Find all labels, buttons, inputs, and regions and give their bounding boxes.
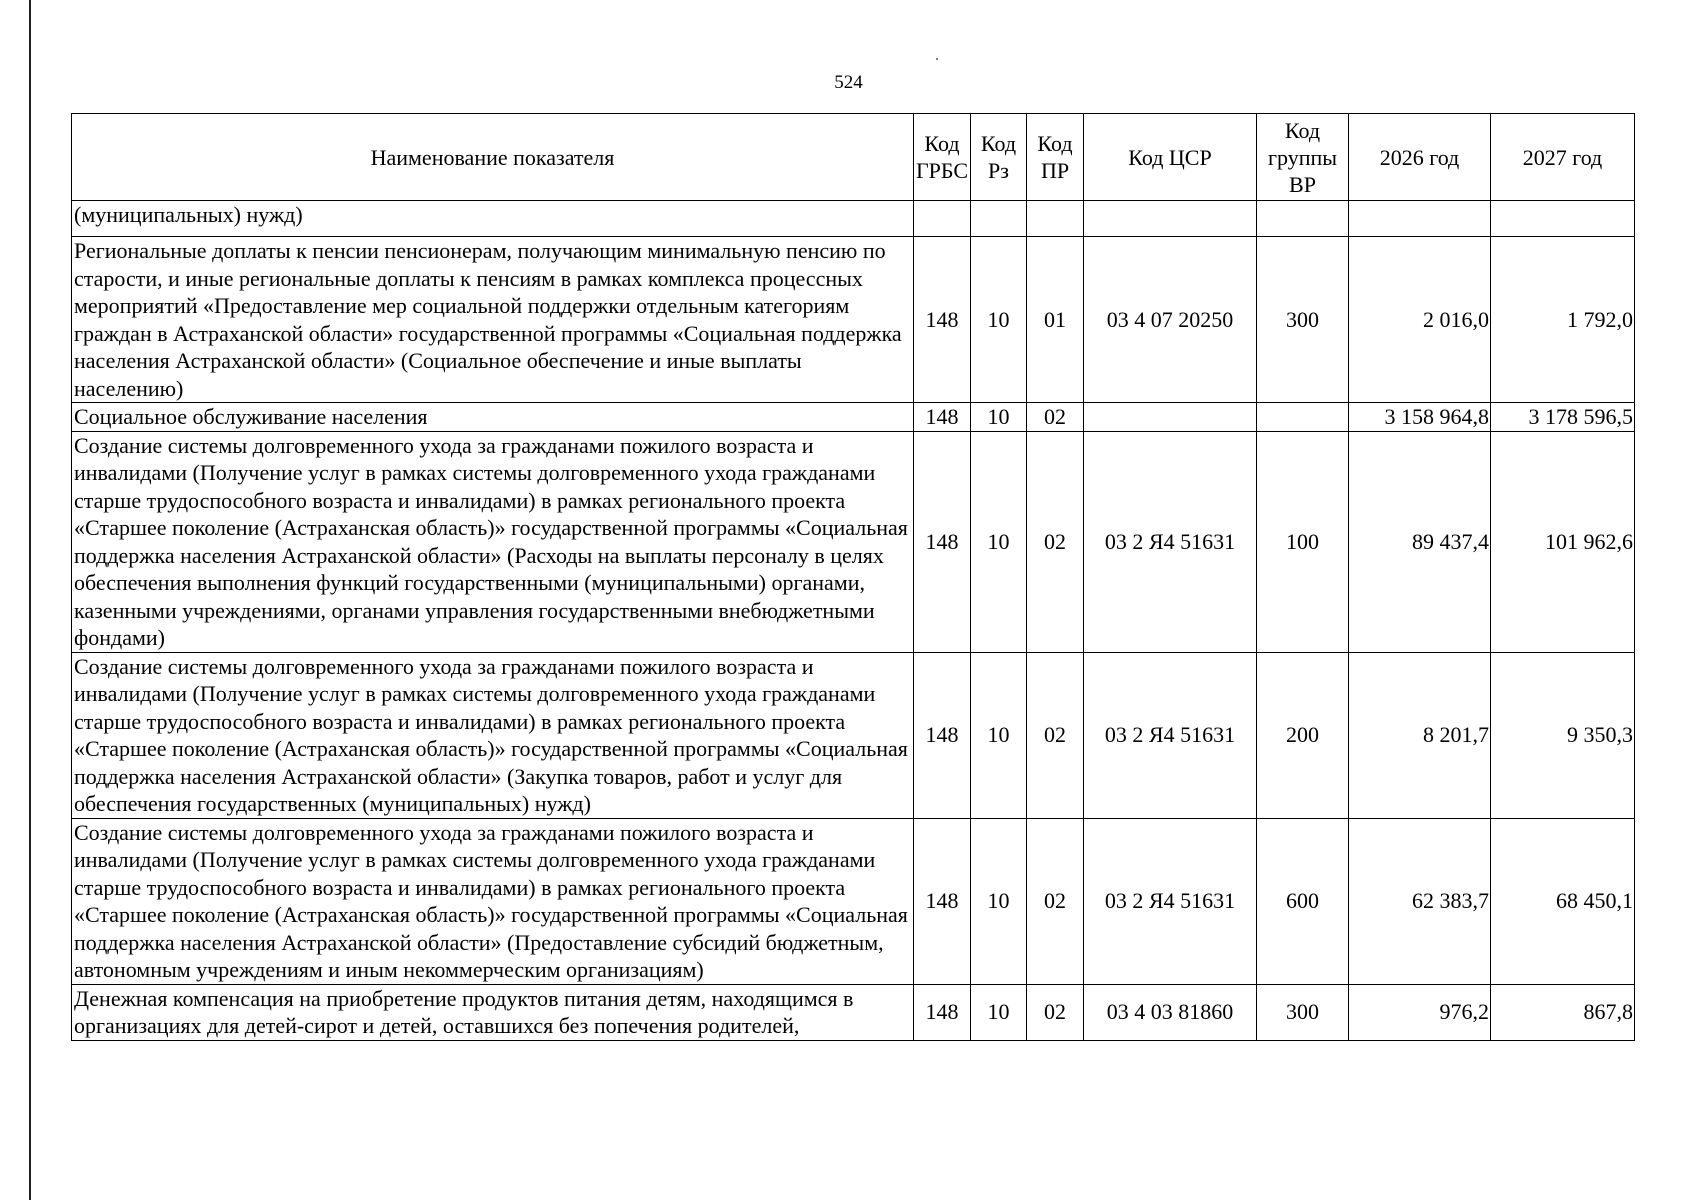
row-pr: 01	[1027, 237, 1084, 403]
row-vr: 600	[1257, 818, 1349, 984]
row-rz: 10	[971, 431, 1027, 652]
row-name: (муниципальных) нужд)	[72, 201, 914, 237]
scan-speck	[936, 58, 938, 60]
row-rz: 10	[971, 652, 1027, 818]
row-name: Денежная компенсация на приобретение продуктов питания детям, находящимся в организациях для детей-сирот и детей, оставшихся без попечения родителей,	[72, 984, 914, 1040]
row-vr: 200	[1257, 652, 1349, 818]
row-name: Социальное обслуживание населения	[72, 403, 914, 432]
table-row	[72, 403, 1635, 432]
row-grbs	[914, 201, 971, 237]
row-2027	[1491, 201, 1635, 237]
row-2026: 976,2	[1349, 984, 1491, 1040]
header-2026: 2026 год	[1349, 114, 1491, 201]
row-grbs: 148	[914, 403, 971, 432]
row-rz: 10	[971, 237, 1027, 403]
table-row	[72, 201, 1635, 237]
row-name: Создание системы долговременного ухода за гражданами пожилого возраста и инвалидами (Получение услуг в рамках системы долговременного ухода гражданами старше трудоспособного возраста и инвалидами) в рамках регионального проекта «Старшее поколение (Астраханская область)» государственной программы «Социальная поддержка населения Астраханской области» (Закупка товаров, работ и услуг для обеспечения государственных (муниципальных) нужд)	[72, 652, 914, 818]
row-name: Создание системы долговременного ухода за гражданами пожилого возраста и инвалидами (Получение услуг в рамках системы долговременного ухода гражданами старше трудоспособного возраста и инвалидами) в рамках регионального проекта «Старшее поколение (Астраханская область)» государственной программы «Социальная поддержка населения Астраханской области» (Предоставление субсидий бюджетным, автономным учреждениям и иным некоммерческим организациям)	[72, 818, 914, 984]
row-name: Создание системы долговременного ухода за гражданами пожилого возраста и инвалидами (Получение услуг в рамках системы долговременного ухода гражданами старше трудоспособного возраста и инвалидами) в рамках регионального проекта «Старшее поколение (Астраханская область)» государственной программы «Социальная поддержка населения Астраханской области» (Расходы на выплаты персоналу в целях обеспечения выполнения функций государственными (муниципальными) органами, казенными учреждениями, органами управления государственными внебюджетными фондами)	[72, 431, 914, 652]
row-grbs: 148	[914, 431, 971, 652]
row-pr	[1027, 201, 1084, 237]
table-row	[72, 652, 1635, 818]
budget-table	[71, 113, 1635, 1041]
row-2026: 3 158 964,8	[1349, 403, 1491, 432]
row-2026: 62 383,7	[1349, 818, 1491, 984]
row-2027: 68 450,1	[1491, 818, 1635, 984]
row-vr	[1257, 201, 1349, 237]
row-pr: 02	[1027, 984, 1084, 1040]
table-row	[72, 984, 1635, 1040]
row-rz: 10	[971, 818, 1027, 984]
row-pr: 02	[1027, 431, 1084, 652]
header-vr: Код группы ВР	[1257, 114, 1349, 201]
row-rz: 10	[971, 984, 1027, 1040]
row-vr	[1257, 403, 1349, 432]
table-header-row	[72, 114, 1635, 201]
header-pr: Код ПР	[1027, 114, 1084, 201]
table-row	[72, 818, 1635, 984]
left-margin-line	[29, 0, 31, 1200]
row-vr: 100	[1257, 431, 1349, 652]
row-rz	[971, 201, 1027, 237]
row-csr	[1084, 403, 1257, 432]
row-2027: 3 178 596,5	[1491, 403, 1635, 432]
row-grbs: 148	[914, 818, 971, 984]
row-2026: 8 201,7	[1349, 652, 1491, 818]
row-pr: 02	[1027, 818, 1084, 984]
header-name: Наименование показателя	[72, 114, 914, 201]
row-2027: 9 350,3	[1491, 652, 1635, 818]
row-csr: 03 2 Я4 51631	[1084, 818, 1257, 984]
row-2026	[1349, 201, 1491, 237]
row-name: Региональные доплаты к пенсии пенсионерам, получающим минимальную пенсию по старости, и иные региональные доплаты к пенсиям в рамках комплекса процессных мероприятий «Предоставление мер социальной поддержки отдельным категориям граждан в Астраханской области» государственной программы «Социальная поддержка населения Астраханской области» (Социальное обеспечение и иные выплаты населению)	[72, 237, 914, 403]
header-grbs: Код ГРБС	[914, 114, 971, 201]
header-csr: Код ЦСР	[1084, 114, 1257, 201]
row-2026: 89 437,4	[1349, 431, 1491, 652]
row-2027: 101 962,6	[1491, 431, 1635, 652]
row-csr: 03 4 07 20250	[1084, 237, 1257, 403]
page-number: 524	[834, 72, 863, 93]
row-pr: 02	[1027, 403, 1084, 432]
header-2027: 2027 год	[1491, 114, 1635, 201]
row-vr: 300	[1257, 984, 1349, 1040]
row-2027: 867,8	[1491, 984, 1635, 1040]
header-rz: Код Рз	[971, 114, 1027, 201]
row-pr: 02	[1027, 652, 1084, 818]
row-csr	[1084, 201, 1257, 237]
row-csr: 03 2 Я4 51631	[1084, 431, 1257, 652]
row-grbs: 148	[914, 652, 971, 818]
row-csr: 03 2 Я4 51631	[1084, 652, 1257, 818]
table-row	[72, 431, 1635, 652]
row-rz: 10	[971, 403, 1027, 432]
row-grbs: 148	[914, 984, 971, 1040]
table-row	[72, 237, 1635, 403]
row-grbs: 148	[914, 237, 971, 403]
row-csr: 03 4 03 81860	[1084, 984, 1257, 1040]
row-2026: 2 016,0	[1349, 237, 1491, 403]
row-vr: 300	[1257, 237, 1349, 403]
row-2027: 1 792,0	[1491, 237, 1635, 403]
